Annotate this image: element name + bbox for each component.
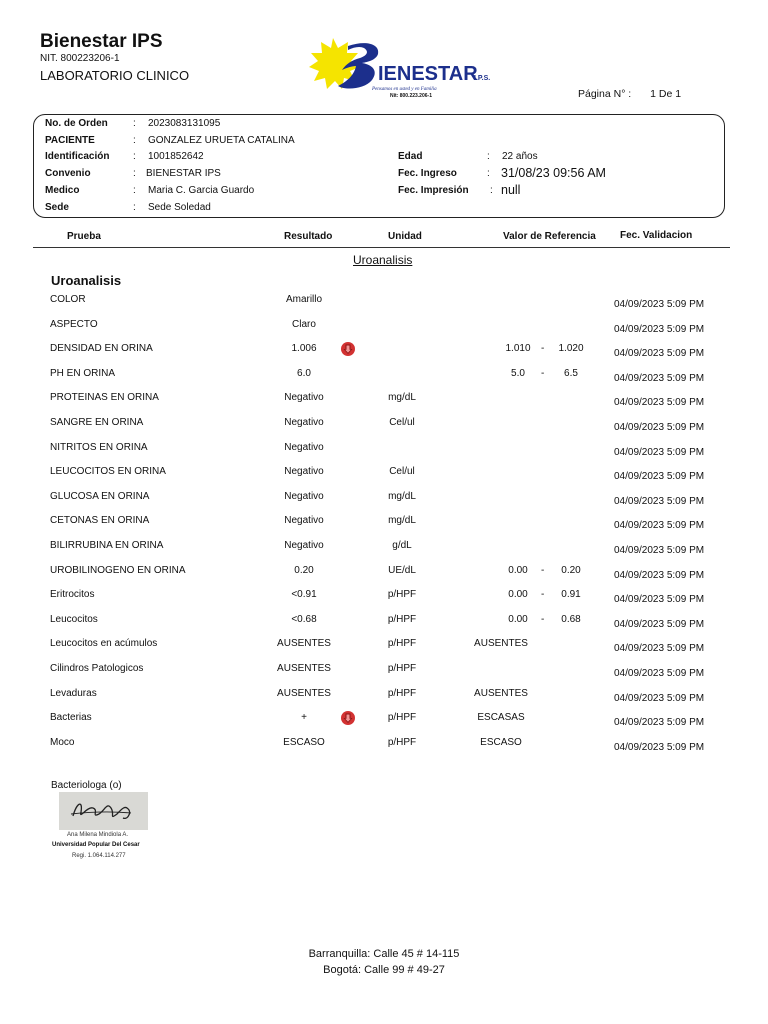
patient-label: PACIENTE	[45, 135, 95, 146]
validation-date: 04/09/2023 5:09 PM	[614, 446, 705, 458]
test-name: NITRITOS EN ORINA	[50, 441, 148, 453]
lab-department: LABORATORIO CLINICO	[40, 68, 190, 83]
doctor-label: Medico	[45, 185, 80, 196]
patient-name: GONZALEZ URUETA CATALINA	[148, 135, 295, 146]
validation-date: 04/09/2023 5:09 PM	[614, 397, 705, 409]
validation-date: 04/09/2023 5:09 PM	[614, 520, 705, 532]
validation-date: 04/09/2023 5:09 PM	[614, 323, 705, 335]
unit-value: p/HPF	[387, 613, 417, 625]
validation-date: 04/09/2023 5:09 PM	[614, 299, 705, 310]
site-colon: :	[133, 202, 136, 213]
table-row	[0, 565, 768, 589]
result-value: 6.0	[297, 367, 311, 379]
unit-value: Cel/ul	[389, 466, 415, 478]
reference-text: ESCASAS	[477, 712, 525, 724]
table-row	[0, 515, 768, 539]
unit-value: UE/dL	[388, 564, 416, 576]
unit-value: mg/dL	[388, 490, 416, 502]
logo-nit: Nit: 800.223.206-1	[390, 93, 432, 99]
unit-value: p/HPF	[387, 712, 417, 724]
table-row	[0, 712, 768, 736]
table-row	[0, 417, 768, 441]
validation-date: 04/09/2023 5:09 PM	[614, 692, 705, 704]
agreement-colon: :	[133, 168, 136, 179]
validation-date: 04/09/2023 5:09 PM	[614, 618, 705, 630]
identification-label: Identificación	[45, 151, 110, 162]
result-value: Negativo	[284, 540, 324, 551]
table-row	[0, 392, 768, 416]
result-value: Amarillo	[285, 294, 323, 305]
result-value: Negativo	[284, 392, 324, 404]
page-value: 1 De 1	[650, 88, 682, 100]
unit-value: mg/dL	[388, 392, 416, 404]
validation-date: 04/09/2023 5:09 PM	[614, 471, 705, 483]
print-date-value: null	[501, 183, 521, 197]
table-row	[0, 319, 768, 343]
result-value: 0.20	[294, 564, 314, 576]
validation-date: 04/09/2023 5:09 PM	[614, 668, 705, 679]
header-divider	[33, 247, 730, 248]
identification-colon: :	[133, 151, 136, 162]
col-header-reference: Valor de Referencia	[503, 231, 596, 242]
test-name: PH EN ORINA	[50, 367, 116, 379]
logo-text: IENESTAR	[378, 63, 478, 85]
result-value: <0.91	[291, 589, 317, 601]
test-name: Cilindros Patologicos	[50, 663, 144, 674]
reference-separator: -	[541, 613, 545, 625]
age-colon: :	[487, 151, 490, 162]
agreement-label: Convenio	[45, 168, 91, 179]
result-value: +	[301, 712, 307, 724]
test-name: CETONAS EN ORINA	[50, 515, 150, 527]
unit-value: mg/dL	[388, 515, 416, 527]
result-value: ESCASO	[283, 736, 325, 748]
order-label: No. de Orden	[45, 118, 108, 129]
reference-min: 0.00	[508, 613, 528, 625]
result-value: 1.006	[291, 343, 317, 355]
abnormal-flag-icon	[340, 341, 356, 357]
reference-max: 0.20	[561, 564, 581, 576]
validation-date: 04/09/2023 5:09 PM	[614, 422, 705, 433]
result-value: Negativo	[284, 441, 324, 453]
test-name: UROBILINOGENO EN ORINA	[50, 564, 186, 576]
test-name: ASPECTO	[50, 318, 98, 330]
unit-value: Cel/ul	[389, 417, 415, 428]
validation-date: 04/09/2023 5:09 PM	[614, 717, 705, 729]
test-name: PROTEINAS EN ORINA	[50, 392, 159, 404]
table-row	[0, 614, 768, 638]
signer-registry: Regi. 1.064.114.277	[72, 853, 126, 859]
result-value: Negativo	[284, 417, 324, 428]
table-row	[0, 368, 768, 392]
table-row	[0, 663, 768, 687]
signature-image	[59, 792, 148, 830]
entry-date-colon: :	[487, 168, 490, 179]
reference-text: AUSENTES	[474, 687, 528, 699]
patient-info-box	[33, 114, 725, 218]
signer-university: Universidad Popular Del Cesar	[52, 842, 140, 848]
logo-suffix: I.P.S.	[474, 75, 491, 82]
unit-value: g/dL	[392, 540, 412, 551]
col-header-test: Prueba	[67, 231, 101, 242]
test-name: Leucocitos	[50, 613, 98, 625]
reference-max: 6.5	[564, 367, 578, 379]
signature-label: Bacteriologa (o)	[51, 780, 122, 791]
entry-date-value: 31/08/23 09:56 AM	[501, 166, 606, 180]
age-label: Edad	[398, 151, 423, 162]
age-value: 22 años	[502, 151, 538, 162]
test-name: Eritrocitos	[50, 589, 95, 601]
section-heading: Uroanalisis	[51, 273, 122, 288]
unit-value: p/HPF	[387, 736, 417, 748]
table-row	[0, 589, 768, 613]
lab-nit: NIT. 800223206-1	[40, 53, 120, 64]
reference-max: 0.91	[561, 589, 581, 601]
table-row	[0, 294, 768, 318]
reference-text: AUSENTES	[474, 638, 528, 650]
table-row	[0, 343, 768, 367]
signer-name: Ana Milena Mindiola A.	[67, 832, 129, 838]
validation-date: 04/09/2023 5:09 PM	[614, 348, 705, 360]
table-row	[0, 638, 768, 662]
order-colon: :	[133, 118, 136, 129]
entry-date-label: Fec. Ingreso	[398, 168, 457, 179]
test-name: Leucocitos en acúmulos	[50, 638, 158, 650]
validation-date: 04/09/2023 5:09 PM	[614, 372, 705, 384]
table-row	[0, 688, 768, 712]
test-name: Levaduras	[50, 687, 97, 699]
section-title-center: Uroanalisis	[353, 253, 413, 267]
doctor-colon: :	[133, 185, 136, 196]
page-label: Página N° :	[578, 88, 632, 100]
unit-value: p/HPF	[387, 687, 417, 699]
result-value: Negativo	[284, 490, 324, 502]
validation-date: 04/09/2023 5:09 PM	[614, 569, 705, 581]
site-value: Sede Soledad	[148, 202, 211, 213]
site-label: Sede	[45, 202, 69, 213]
result-value: AUSENTES	[277, 663, 331, 674]
col-header-unit: Unidad	[388, 231, 422, 242]
reference-separator: -	[541, 343, 545, 355]
reference-text: ESCASO	[480, 736, 522, 748]
validation-date: 04/09/2023 5:09 PM	[614, 643, 705, 655]
test-name: DENSIDAD EN ORINA	[50, 343, 153, 355]
order-value: 2023083131095	[148, 118, 221, 129]
patient-colon: :	[133, 135, 136, 146]
print-date-label: Fec. Impresión	[398, 185, 469, 196]
validation-date: 04/09/2023 5:09 PM	[614, 545, 705, 556]
table-row	[0, 737, 768, 761]
reference-min: 0.00	[508, 564, 528, 576]
reference-max: 0.68	[561, 613, 581, 625]
test-name: LEUCOCITOS EN ORINA	[50, 466, 166, 478]
unit-value: p/HPF	[387, 589, 417, 601]
logo-slogan: Pensamos en usted y en Familia	[372, 87, 437, 92]
col-header-validation-date: Fec. Validacion	[620, 230, 693, 241]
test-name: Bacterias	[50, 712, 92, 724]
validation-date: 04/09/2023 5:09 PM	[614, 495, 705, 507]
result-value: AUSENTES	[277, 638, 331, 650]
footer-address-barranquilla: Barranquilla: Calle 45 # 14-115	[308, 948, 460, 960]
reference-separator: -	[541, 367, 545, 379]
table-row	[0, 540, 768, 564]
table-row	[0, 442, 768, 466]
reference-min: 1.010	[505, 343, 531, 355]
bienestar-logo	[300, 36, 505, 100]
lab-name-title: Bienestar IPS	[40, 31, 163, 52]
col-header-result: Resultado	[284, 231, 333, 242]
result-value: AUSENTES	[277, 687, 331, 699]
result-value: Negativo	[284, 515, 324, 527]
agreement-value: BIENESTAR IPS	[146, 168, 221, 179]
reference-separator: -	[541, 564, 545, 576]
validation-date: 04/09/2023 5:09 PM	[614, 594, 705, 606]
result-value: Claro	[292, 318, 316, 330]
reference-separator: -	[541, 589, 545, 601]
doctor-value: Maria C. Garcia Guardo	[148, 185, 255, 196]
page-number	[578, 88, 685, 100]
result-value: <0.68	[291, 613, 317, 625]
unit-value: p/HPF	[387, 638, 417, 650]
test-name: BILIRRUBINA EN ORINA	[50, 540, 164, 551]
footer-address-bogota: Bogotá: Calle 99 # 49-27	[323, 964, 445, 976]
test-name: GLUCOSA EN ORINA	[50, 490, 150, 502]
unit-value: p/HPF	[387, 663, 417, 674]
result-value: Negativo	[284, 466, 324, 478]
print-date-colon: :	[490, 185, 493, 196]
reference-min: 0.00	[508, 589, 528, 601]
validation-date: 04/09/2023 5:09 PM	[614, 741, 705, 753]
test-name: Moco	[50, 736, 75, 748]
table-row	[0, 466, 768, 490]
reference-min: 5.0	[511, 367, 525, 379]
identification-value: 1001852642	[148, 151, 204, 162]
table-row	[0, 491, 768, 515]
test-name: COLOR	[50, 294, 86, 305]
reference-max: 1.020	[558, 343, 584, 355]
test-name: SANGRE EN ORINA	[50, 417, 144, 428]
abnormal-flag-icon	[340, 710, 356, 726]
